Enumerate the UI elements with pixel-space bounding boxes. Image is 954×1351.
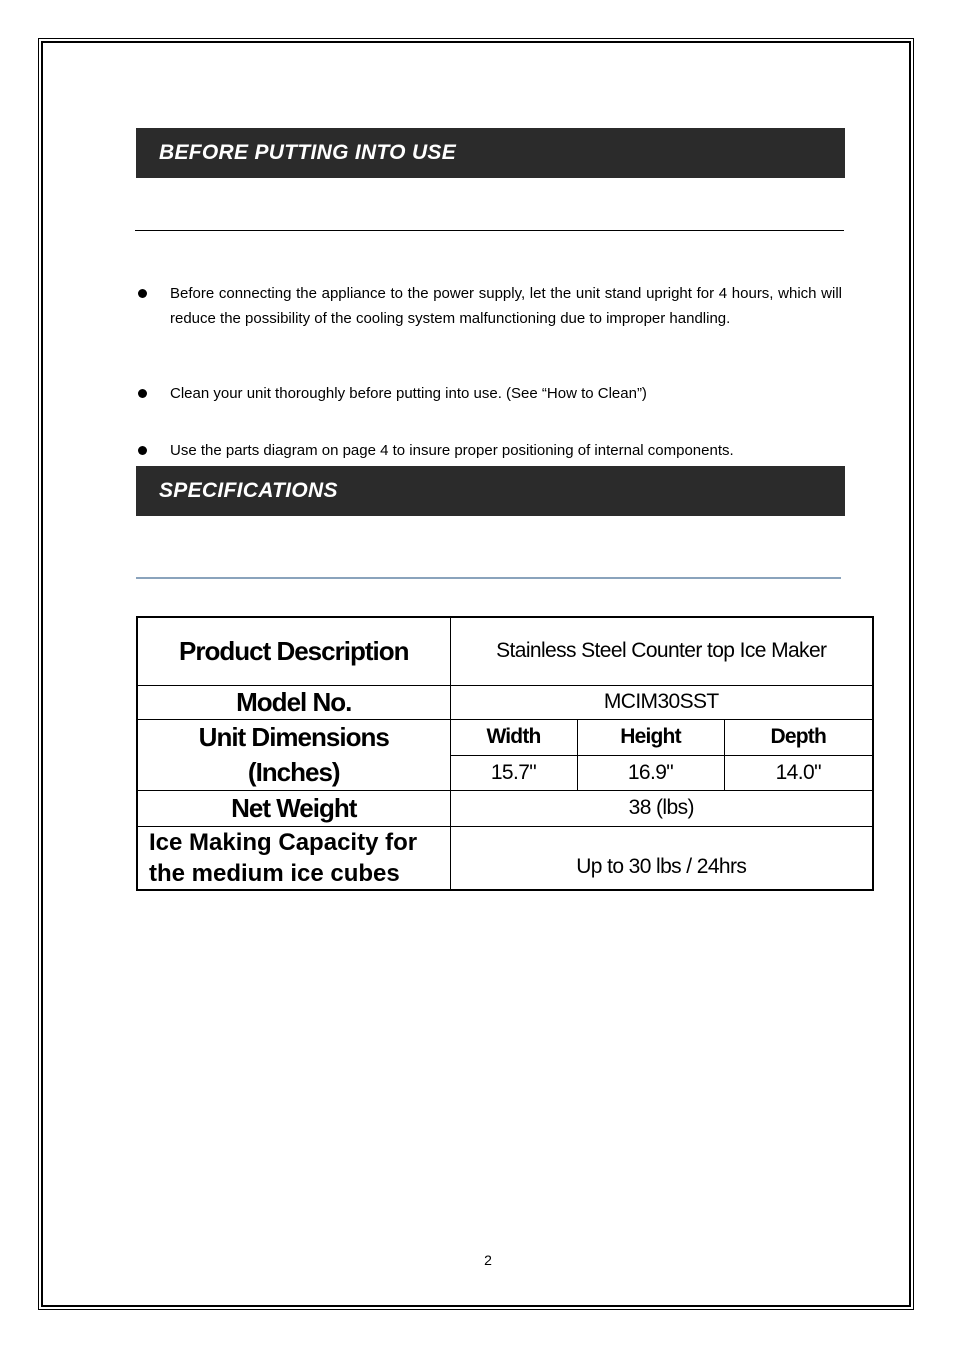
depth-header: Depth (724, 719, 873, 755)
unit-dimensions-label-line1: Unit Dimensions (198, 721, 389, 752)
table-row (137, 826, 873, 890)
ice-capacity-label-line2: the medium ice cubes (149, 859, 400, 887)
section-header-before-use: BEFORE PUTTING INTO USE (136, 128, 845, 178)
divider-line (136, 577, 841, 579)
bullet-text: Clean your unit thoroughly before putting into use. (See “How to Clean”) (170, 385, 647, 402)
section-header-specifications: SPECIFICATIONS (136, 466, 845, 516)
bullet-text: Before connecting the appliance to the power supply, let the unit stand upright for 4 hours, which will reduce the possibility of the cooling system malfunctioning due to improper handling. (170, 285, 842, 327)
ice-capacity-value: Up to 30 lbs / 24hrs (450, 826, 873, 890)
list-item (136, 381, 842, 406)
table-row (137, 685, 873, 719)
table-row (137, 617, 873, 685)
product-description-value: Stainless Steel Counter top Ice Maker (450, 617, 873, 685)
unit-dimensions-label (137, 719, 450, 790)
bullet-icon (136, 438, 170, 463)
height-header: Height (577, 719, 724, 755)
product-description-label: Product Description (137, 617, 450, 685)
model-no-label: Model No. (137, 685, 450, 719)
table-row (137, 790, 873, 826)
list-item (136, 438, 842, 463)
unit-dimensions-label-line2: (Inches) (247, 756, 340, 787)
net-weight-label: Net Weight (137, 790, 450, 826)
width-value: 15.7" (450, 755, 577, 790)
list-item (136, 281, 842, 331)
width-header: Width (450, 719, 577, 755)
bullet-icon (136, 381, 170, 406)
ice-capacity-label-line1: Ice Making Capacity for (149, 828, 418, 856)
bullet-icon (136, 281, 170, 331)
table-row (137, 719, 873, 755)
net-weight-value: 38 (lbs) (450, 790, 873, 826)
height-value: 16.9" (577, 755, 724, 790)
page-number: 2 (484, 1252, 492, 1268)
model-no-value: MCIM30SST (450, 685, 873, 719)
bullet-text: Use the parts diagram on page 4 to insure proper positioning of internal components. (170, 442, 734, 459)
divider-line (135, 230, 844, 231)
specifications-table (136, 616, 874, 891)
depth-value: 14.0" (724, 755, 873, 790)
ice-capacity-label (137, 826, 450, 890)
